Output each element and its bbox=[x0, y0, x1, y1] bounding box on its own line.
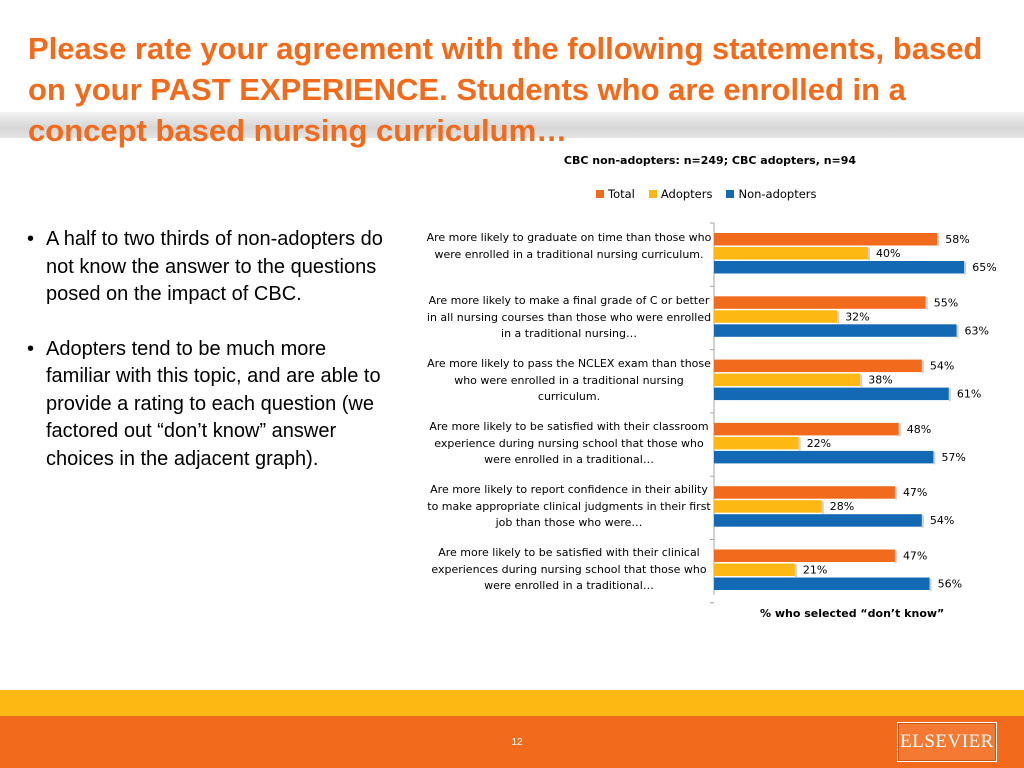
legend-swatch-total bbox=[596, 190, 604, 198]
bar-total bbox=[714, 486, 895, 499]
bullet-item bbox=[26, 336, 386, 474]
bar-adopters bbox=[714, 500, 822, 513]
bar-shadow bbox=[922, 515, 924, 528]
bullet-item bbox=[26, 226, 386, 309]
bar-shadow bbox=[860, 375, 862, 388]
legend-label: Adopters bbox=[660, 187, 713, 201]
bar-shadow bbox=[899, 424, 901, 437]
data-label: 61% bbox=[956, 387, 982, 401]
data-label: 55% bbox=[933, 296, 959, 310]
bar-non-adopters bbox=[714, 324, 957, 337]
bar-non-adopters bbox=[714, 514, 922, 527]
data-label: 40% bbox=[876, 247, 901, 260]
bar-shadow bbox=[922, 361, 924, 374]
category-label: Are more likely to make a final grade of C or better in all nursing courses than those who were enrolled in a traditional nursing… bbox=[426, 294, 712, 340]
bar-non-adopters bbox=[714, 578, 930, 591]
legend-label: Total bbox=[608, 187, 635, 201]
data-label: 32% bbox=[845, 310, 870, 324]
bullet-icon: • bbox=[27, 228, 35, 250]
bar-total bbox=[714, 550, 895, 563]
bar-shadow bbox=[895, 487, 897, 500]
bar-shadow bbox=[964, 262, 966, 275]
category-label: Are more likely to report confidence in their ability to make appropriate clinical judgments in their first job than those who were… bbox=[427, 483, 711, 529]
data-label: 65% bbox=[972, 261, 997, 274]
footer-yellow-band bbox=[0, 690, 1024, 716]
bar-shadow bbox=[930, 579, 932, 592]
bar-total bbox=[714, 360, 922, 373]
data-label: 56% bbox=[937, 577, 963, 591]
data-label: 22% bbox=[806, 436, 832, 450]
bullet-icon: • bbox=[27, 337, 35, 360]
bar-adopters bbox=[714, 437, 799, 450]
bar-total bbox=[714, 296, 926, 309]
data-label: 47% bbox=[902, 549, 928, 563]
legend-item-adopters bbox=[649, 187, 713, 201]
page-number: 12 bbox=[511, 737, 523, 748]
slide-title: Please rate your agreement with the following statements, based on your PAST EXPERIENCE. Students who are enrolled in a concept based nursing curriculum… bbox=[28, 31, 983, 148]
bar-total bbox=[714, 233, 937, 246]
bar-shadow bbox=[837, 311, 839, 324]
data-label: 58% bbox=[945, 233, 970, 246]
data-label: 63% bbox=[964, 324, 990, 338]
bullet-list bbox=[26, 226, 386, 500]
bullet-text: Adopters tend to be much more familiar with this topic, and are able to provide a rating to each question (we factored out “don’t know” answer choices in the adjacent graph). bbox=[46, 337, 381, 470]
bar-shadow bbox=[868, 248, 870, 261]
category-label: Are more likely to graduate on time than those who were enrolled in a traditional nursing curriculum. bbox=[426, 231, 712, 261]
bar-non-adopters bbox=[714, 388, 949, 401]
data-label: 57% bbox=[941, 450, 966, 464]
x-axis-label: % who selected “don’t know” bbox=[760, 607, 945, 620]
data-label: 28% bbox=[829, 500, 855, 514]
bar-shadow bbox=[895, 551, 897, 564]
category-label: Are more likely to pass the NCLEX exam than those who were enrolled in a traditional nursing curriculum. bbox=[427, 357, 711, 403]
bar-shadow bbox=[822, 501, 824, 514]
data-label: 48% bbox=[906, 422, 932, 436]
bar-total bbox=[714, 423, 899, 436]
bar-shadow bbox=[957, 325, 959, 338]
bar-adopters bbox=[714, 564, 795, 577]
data-label: 38% bbox=[868, 373, 893, 387]
data-label: 54% bbox=[929, 514, 955, 528]
category-label: Are more likely to be satisfied with their clinical experiences during nursing school that those who were enrolled in a traditional… bbox=[431, 546, 707, 592]
data-label: 21% bbox=[802, 563, 828, 577]
bar-non-adopters bbox=[714, 261, 964, 274]
bar-non-adopters bbox=[714, 451, 933, 464]
chart-subtitle: CBC non-adopters: n=249; CBC adopters, n=94 bbox=[563, 154, 857, 167]
bar-shadow bbox=[949, 389, 951, 402]
data-label: 54% bbox=[929, 359, 955, 373]
category-label: Are more likely to be satisfied with their classroom experience during nursing school that those who were enrolled in a traditional… bbox=[429, 420, 709, 466]
bar-adopters bbox=[714, 310, 837, 323]
bar-shadow bbox=[937, 234, 939, 247]
elsevier-logo: ELSEVIER bbox=[897, 722, 997, 762]
data-label: 47% bbox=[902, 486, 928, 500]
legend-item-total bbox=[596, 187, 635, 201]
bar-shadow bbox=[933, 452, 935, 465]
legend-swatch-adopters bbox=[649, 190, 657, 198]
bar-adopters bbox=[714, 247, 868, 260]
legend-label: Non-adopters bbox=[738, 187, 817, 201]
bar-shadow bbox=[799, 438, 801, 451]
bullet-text: A half to two thirds of non-adopters do not know the answer to the questions posed on the impact of CBC. bbox=[46, 228, 383, 305]
bar-adopters bbox=[714, 374, 860, 387]
legend-swatch-non-adopters bbox=[726, 190, 734, 198]
chart-legend bbox=[596, 187, 817, 201]
legend-item-non-adopters bbox=[726, 187, 816, 201]
bar-shadow bbox=[795, 565, 797, 578]
bar-shadow bbox=[926, 297, 928, 310]
